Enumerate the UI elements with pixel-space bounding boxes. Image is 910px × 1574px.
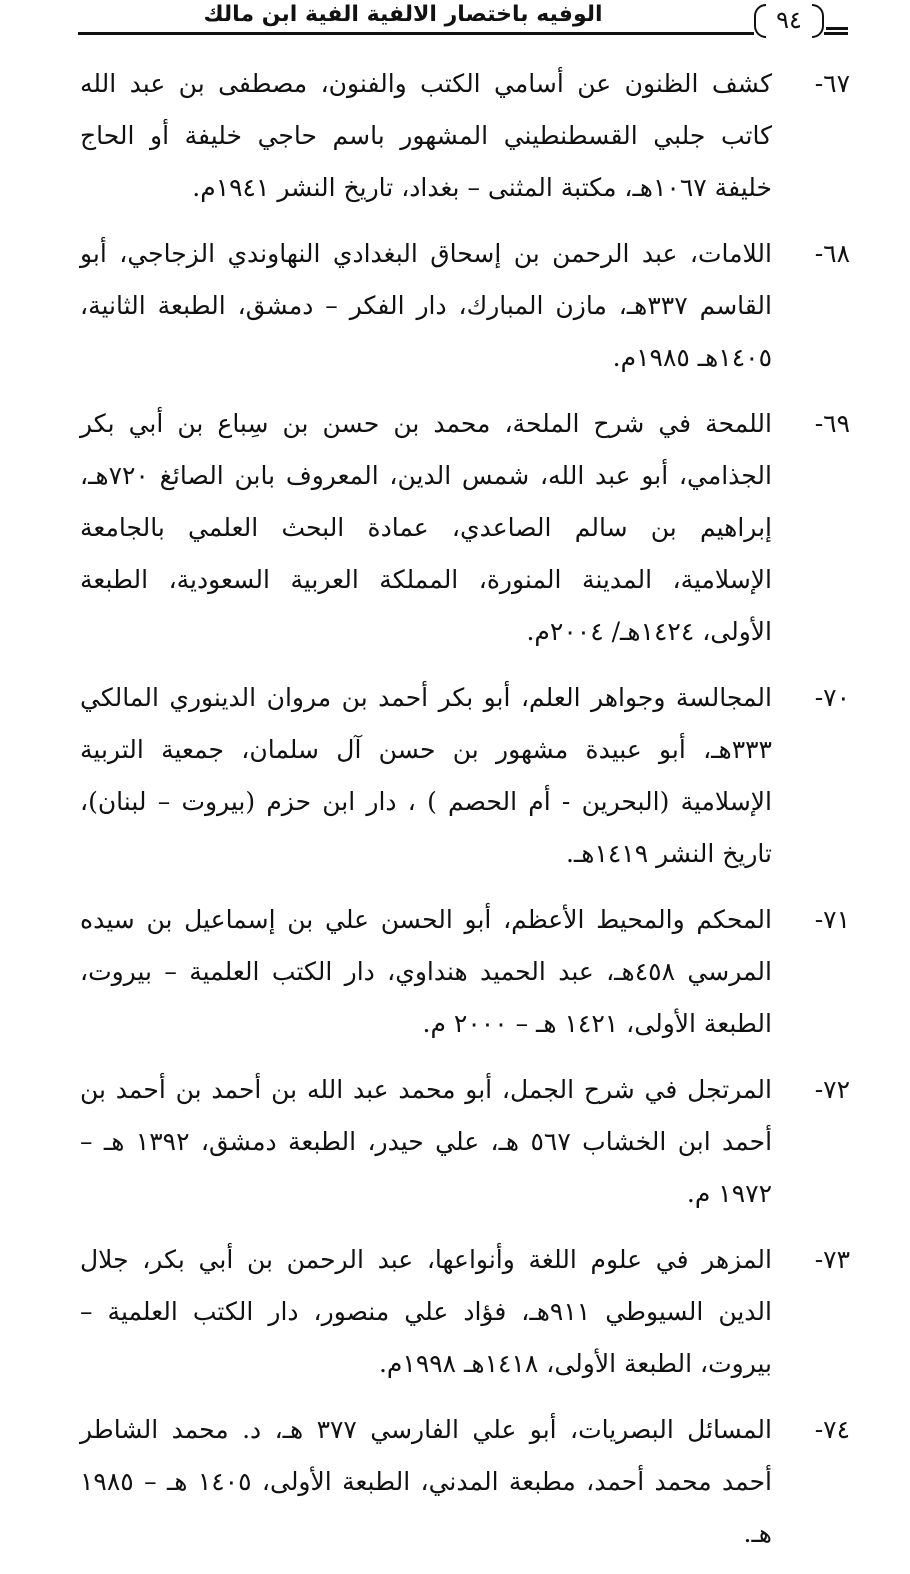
running-title: الوفيه باختصار الالفية الفية ابن مالك — [78, 0, 728, 30]
entry-number: ٧٠- — [814, 683, 850, 712]
entry-text: المزهر في علوم اللغة وأنواعها، عبد الرحمن بن أبي بكر، جلال الدين السيوطي ٩١١هـ، فؤاد علي منصور، دار الكتب العلمية – بيروت، الطبعة الأولى، ١٤١٨هـ ١٩٩٨م. — [80, 1245, 772, 1378]
entry-number: ٦٧- — [814, 69, 850, 98]
page-header — [78, 0, 848, 46]
header-ornament — [826, 27, 848, 40]
bibliography-entry — [80, 228, 850, 384]
entry-text: كشف الظنون عن أسامي الكتب والفنون، مصطفى بن عبد الله كاتب جلبي القسطنطيني المشهور باسم حاجي خليفة أو الحاج خليفة ١٠٦٧هـ، مكتبة المثنى – بغداد، تاريخ النشر ١٩٤١م. — [80, 69, 772, 202]
entry-number: ٧١- — [814, 905, 850, 934]
bibliography-entry — [80, 894, 850, 1050]
bibliography-entry — [80, 1234, 850, 1390]
entry-number: ٦٨- — [814, 239, 850, 268]
bibliography-entry — [80, 1404, 850, 1560]
bibliography-entry — [80, 1064, 850, 1220]
entry-text: اللمحة في شرح الملحة، محمد بن حسن بن سِباع بن أبي بكر الجذامي، أبو عبد الله، شمس الدين، المعروف بابن الصائغ ٧٢٠هـ، إبراهيم بن سالم الصاعدي، عمادة البحث العلمي بالجامعة الإسلامية، المدينة المنورة، المملكة العربية السعودية، الطبعة الأولى، ١٤٢٤هـ/ ٢٠٠٤م. — [80, 409, 772, 646]
page-number-frame — [754, 4, 824, 36]
entry-text: المسائل البصريات، أبو علي الفارسي ٣٧٧ هـ، د. محمد الشاطر أحمد محمد أحمد، مطبعة المدني، الطبعة الأولى، ١٤٠٥ هـ – ١٩٨٥ هـ. — [80, 1415, 772, 1548]
entry-text: اللامات، عبد الرحمن بن إسحاق البغدادي النهاوندي الزجاجي، أبو القاسم ٣٣٧هـ، مازن المبارك، دار الفكر – دمشق، الطبعة الثانية، ١٤٠٥هـ ١٩٨٥م. — [80, 239, 772, 372]
entry-text: المحكم والمحيط الأعظم، أبو الحسن علي بن إسماعيل بن سيده المرسي ٤٥٨هـ، عبد الحميد هنداوي، دار الكتب العلمية – بيروت، الطبعة الأولى، ١٤٢١ هـ – ٢٠٠٠ م. — [80, 905, 772, 1038]
bibliography-entry — [80, 672, 850, 880]
page-number: ٩٤ — [776, 6, 802, 34]
entry-text: المرتجل في شرح الجمل، أبو محمد عبد الله بن أحمد بن أحمد بن أحمد ابن الخشاب ٥٦٧ هـ، علي حيدر، الطبعة دمشق، ١٣٩٢ هـ – ١٩٧٢ م. — [80, 1075, 773, 1208]
header-rule — [78, 32, 848, 35]
entry-number: ٧٢- — [814, 1075, 850, 1104]
page-number-bracket-left — [754, 4, 766, 38]
entry-number: ٦٩- — [814, 409, 850, 438]
bibliography-list — [80, 58, 850, 1574]
entry-number: ٧٣- — [814, 1245, 850, 1274]
entry-text: المجالسة وجواهر العلم، أبو بكر أحمد بن مروان الدينوري المالكي ٣٣٣هـ، أبو عبيدة مشهور بن حسن آل سلمان، جمعية التربية الإسلامية (البحرين - أم الحصم ) ، دار ابن حزم (بيروت – لبنان)، تاريخ النشر ١٤١٩هـ. — [80, 683, 772, 868]
bibliography-entry — [80, 398, 850, 658]
entry-number: ٧٤- — [814, 1415, 850, 1444]
bibliography-entry — [80, 58, 850, 214]
